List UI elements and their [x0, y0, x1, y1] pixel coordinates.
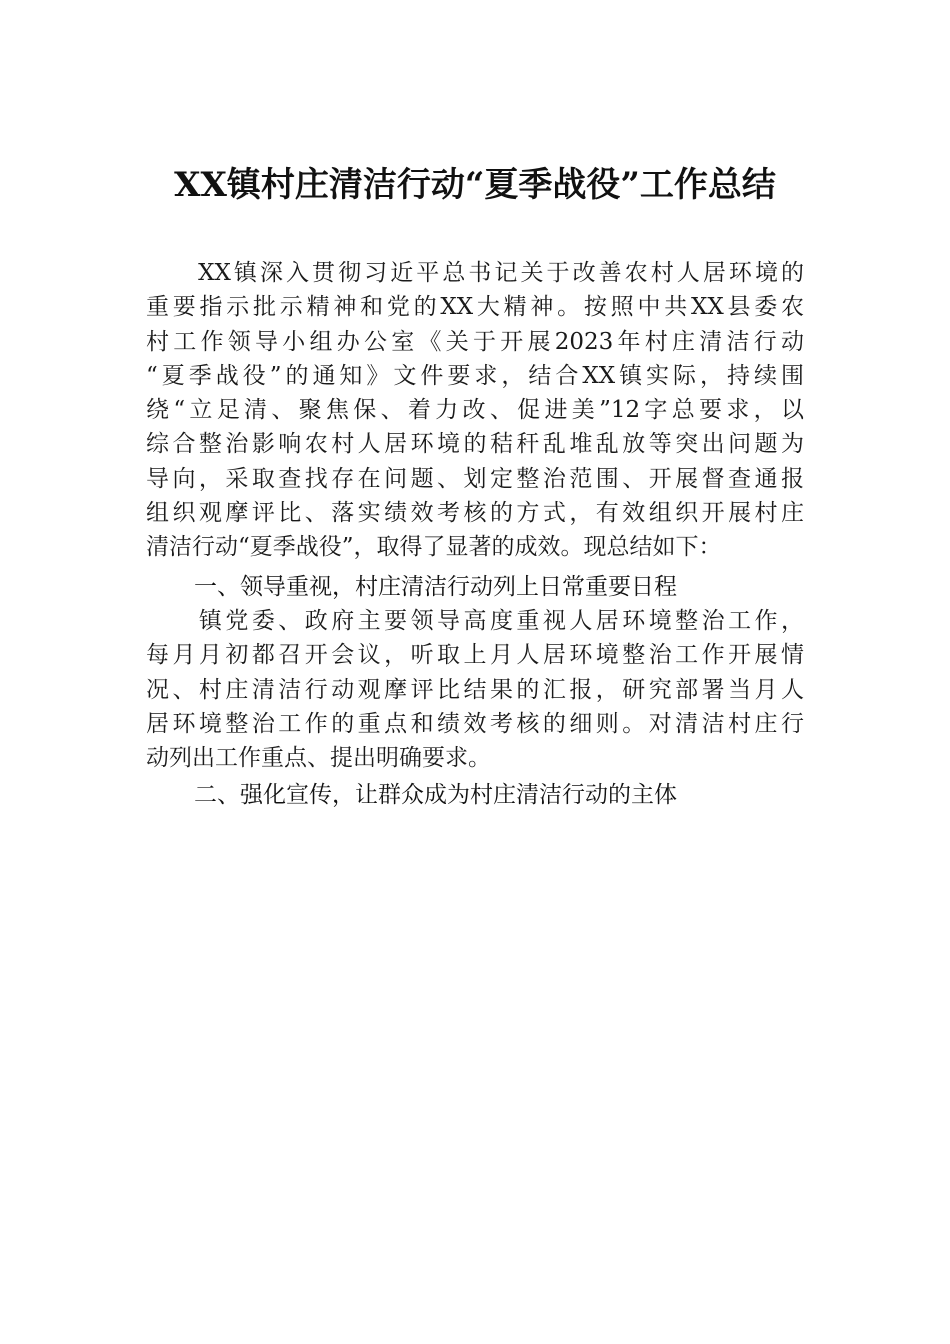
paragraph-intro: [146, 256, 804, 565]
paragraph-line: “夏季战役”的通知》文件要求，结合XX镇实际，持续围: [146, 362, 804, 389]
paragraph-line: 动列出工作重点、提出明确要求。: [146, 745, 491, 772]
paragraph-line: 况、村庄清洁行动观摩评比结果的汇报，研究部署当月人: [146, 676, 804, 703]
section-heading-2: 二、强化宣传，让群众成为村庄清洁行动的主体: [194, 782, 677, 808]
paragraph-line: 每月月初都召开会议，听取上月人居环境整治工作开展情: [146, 642, 804, 669]
paragraph-line: 组织观摩评比、落实绩效考核的方式，有效组织开展村庄: [146, 500, 804, 527]
paragraph-line: 导向，采取查找存在问题、划定整治范围、开展督查通报: [146, 465, 804, 492]
paragraph-line: 重要指示批示精神和党的XX大精神。按照中共XX县委农: [146, 294, 804, 321]
paragraph-line: 绕“立足清、聚焦保、着力改、促进美”12字总要求，以: [146, 397, 804, 424]
paragraph-line: 综合整治影响农村人居环境的秸秆乱堆乱放等突出问题为: [146, 431, 804, 458]
paragraph-line: 镇党委、政府主要领导高度重视人居环境整治工作，: [146, 608, 804, 634]
paragraph-line: XX镇深入贯彻习近平总书记关于改善农村人居环境的: [146, 260, 804, 286]
section-heading-1: 一、领导重视，村庄清洁行动列上日常重要日程: [194, 574, 677, 600]
paragraph-section-1: [146, 604, 804, 775]
paragraph-line: 清洁行动“夏季战役”，取得了显著的成效。现总结如下：: [146, 534, 722, 561]
paragraph-line: 居环境整治工作的重点和绩效考核的细则。对清洁村庄行: [146, 710, 804, 737]
paragraph-line: 村工作领导小组办公室《关于开展2023年村庄清洁行动: [146, 328, 804, 355]
document-title: XX镇村庄清洁行动“夏季战役”工作总结: [174, 165, 776, 205]
